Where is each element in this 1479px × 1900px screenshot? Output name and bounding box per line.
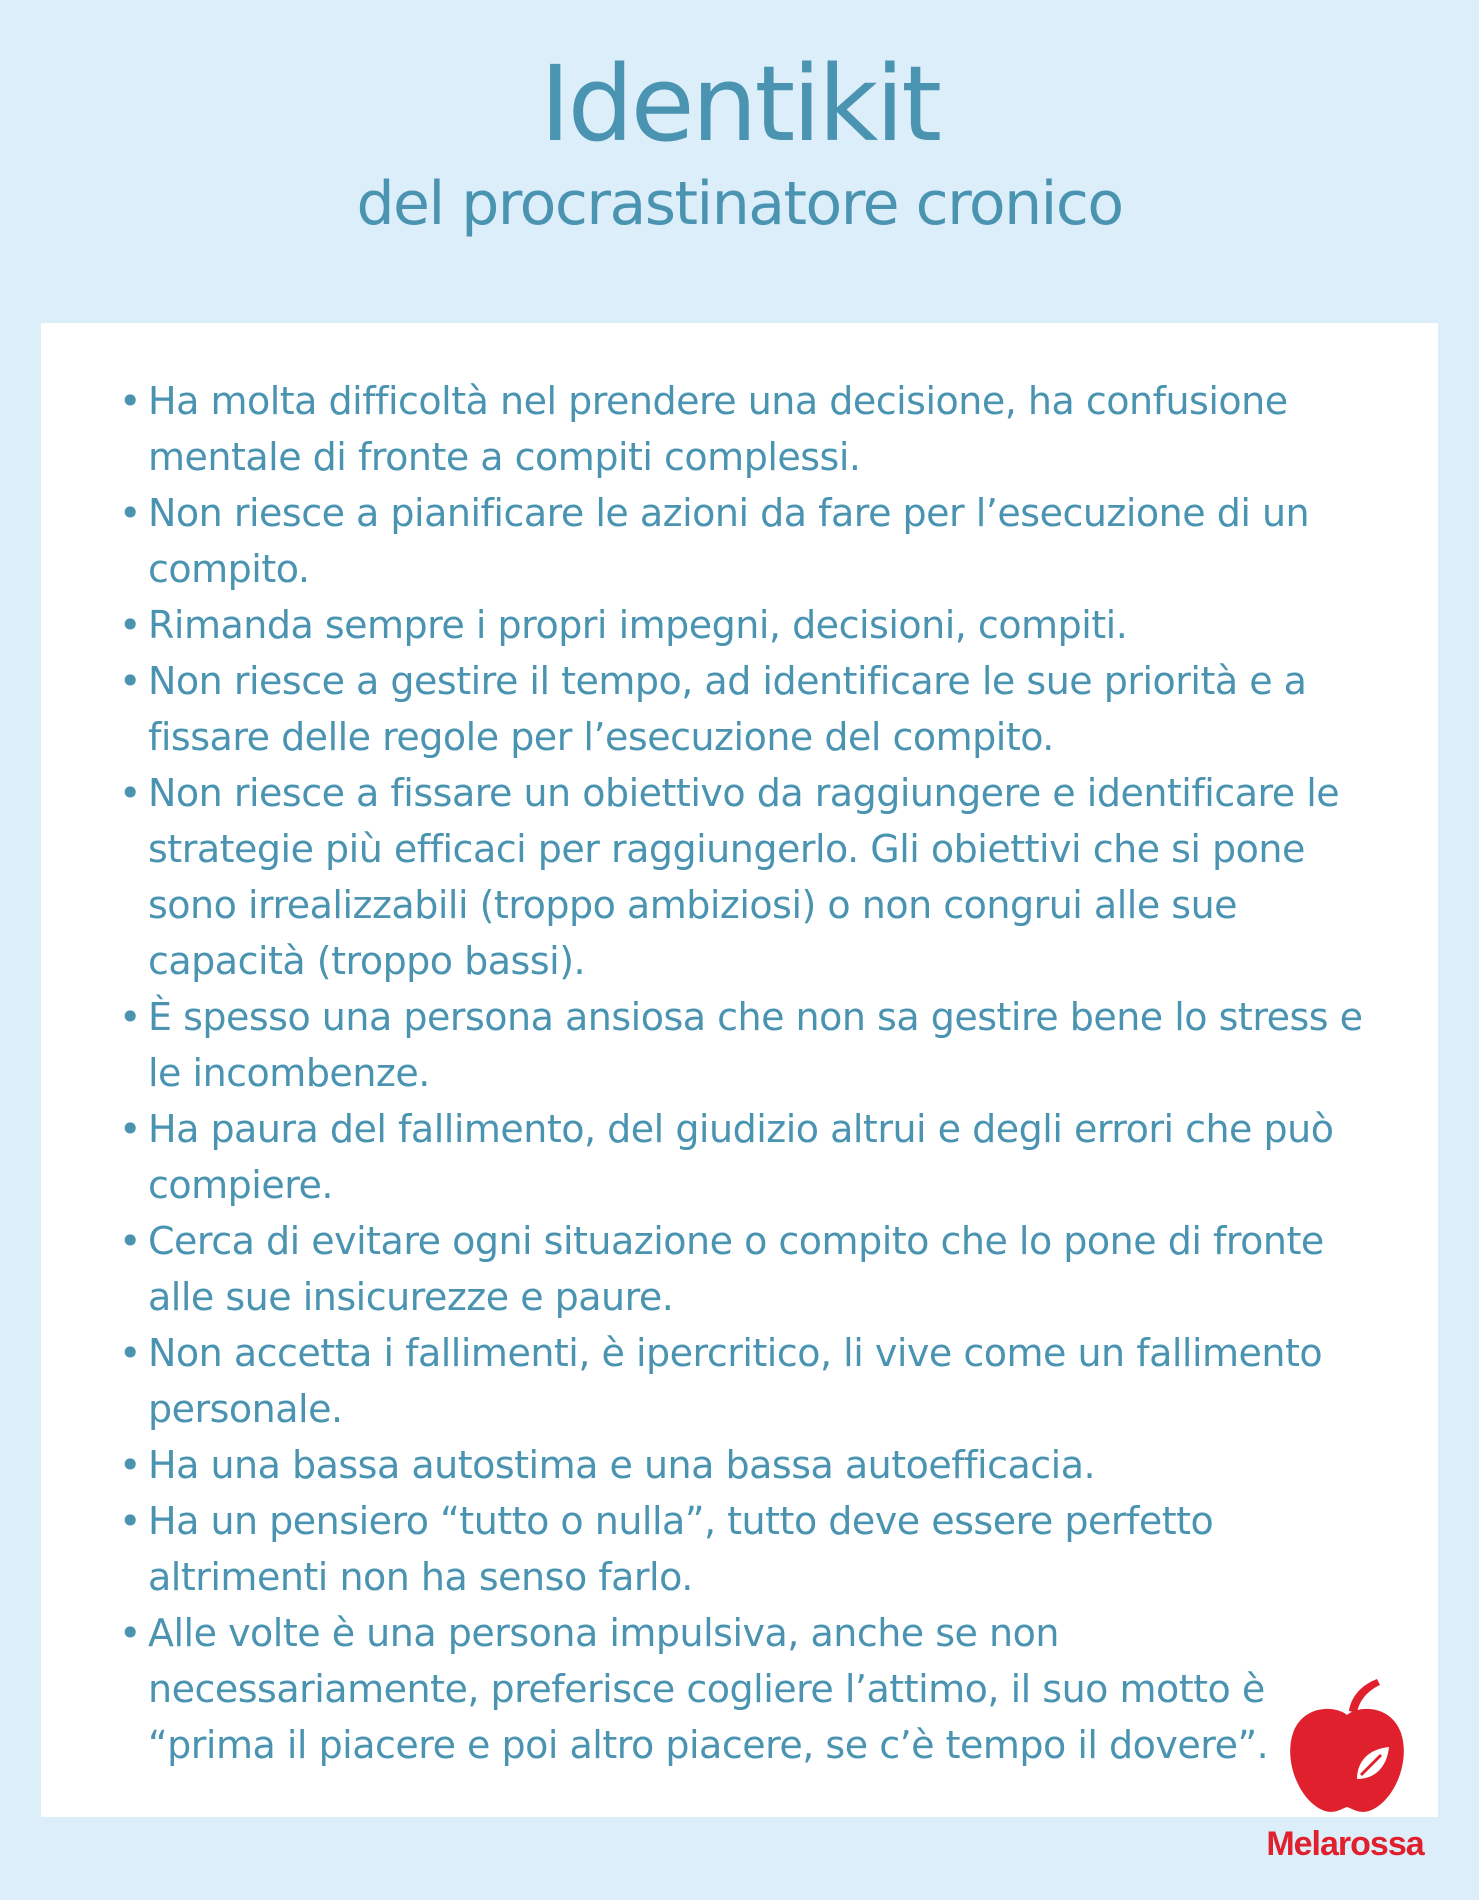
page-title: Identikit xyxy=(539,43,940,165)
list-item: • Ha un pensiero “tutto o nulla”, tutto deve essere perfetto altrimenti non ha senso farlo. xyxy=(119,1493,1399,1605)
list-item: • Alle volte è una persona impulsiva, anche se non necessariamente, preferisce cogliere l’attimo, il suo motto è “prima il piacere e poi altro piacere, se c’è tempo il dovere”. xyxy=(119,1605,1399,1773)
list-item: • Ha molta difficoltà nel prendere una decisione, ha confusione mentale di fronte a compiti complessi. xyxy=(119,373,1399,485)
list-item: • È spesso una persona ansiosa che non sa gestire bene lo stress e le incombenze. xyxy=(119,989,1399,1101)
apple-icon xyxy=(1285,1675,1409,1815)
list-item: • Ha una bassa autostima e una bassa autoefficacia. xyxy=(119,1437,1399,1493)
page-subtitle: del procrastinatore cronico xyxy=(356,169,1123,240)
list-item: • Cerca di evitare ogni situazione o compito che lo pone di fronte alle sue insicurezze e paure. xyxy=(119,1213,1399,1325)
list-item: • Rimanda sempre i propri impegni, decisioni, compiti. xyxy=(119,597,1399,653)
content-card xyxy=(41,323,1438,1817)
header xyxy=(0,43,1479,240)
trait-list xyxy=(119,373,1399,1773)
brand-name: Melarossa xyxy=(1266,1825,1424,1863)
melarossa-logo xyxy=(1255,1675,1435,1875)
list-item: • Non accetta i fallimenti, è ipercritico, li vive come un fallimento personale. xyxy=(119,1325,1399,1437)
list-item: • Non riesce a pianificare le azioni da fare per l’esecuzione di un compito. xyxy=(119,485,1399,597)
list-item: • Ha paura del fallimento, del giudizio altrui e degli errori che può compiere. xyxy=(119,1101,1399,1213)
list-item: • Non riesce a fissare un obiettivo da raggiungere e identificare le strategie più efficaci per raggiungerlo. Gli obiettivi che si pone sono irrealizzabili (troppo ambiziosi) o non congrui alle sue capacità (troppo bassi). xyxy=(119,765,1399,989)
list-item: • Non riesce a gestire il tempo, ad identificare le sue priorità e a fissare delle regole per l’esecuzione del compito. xyxy=(119,653,1399,765)
